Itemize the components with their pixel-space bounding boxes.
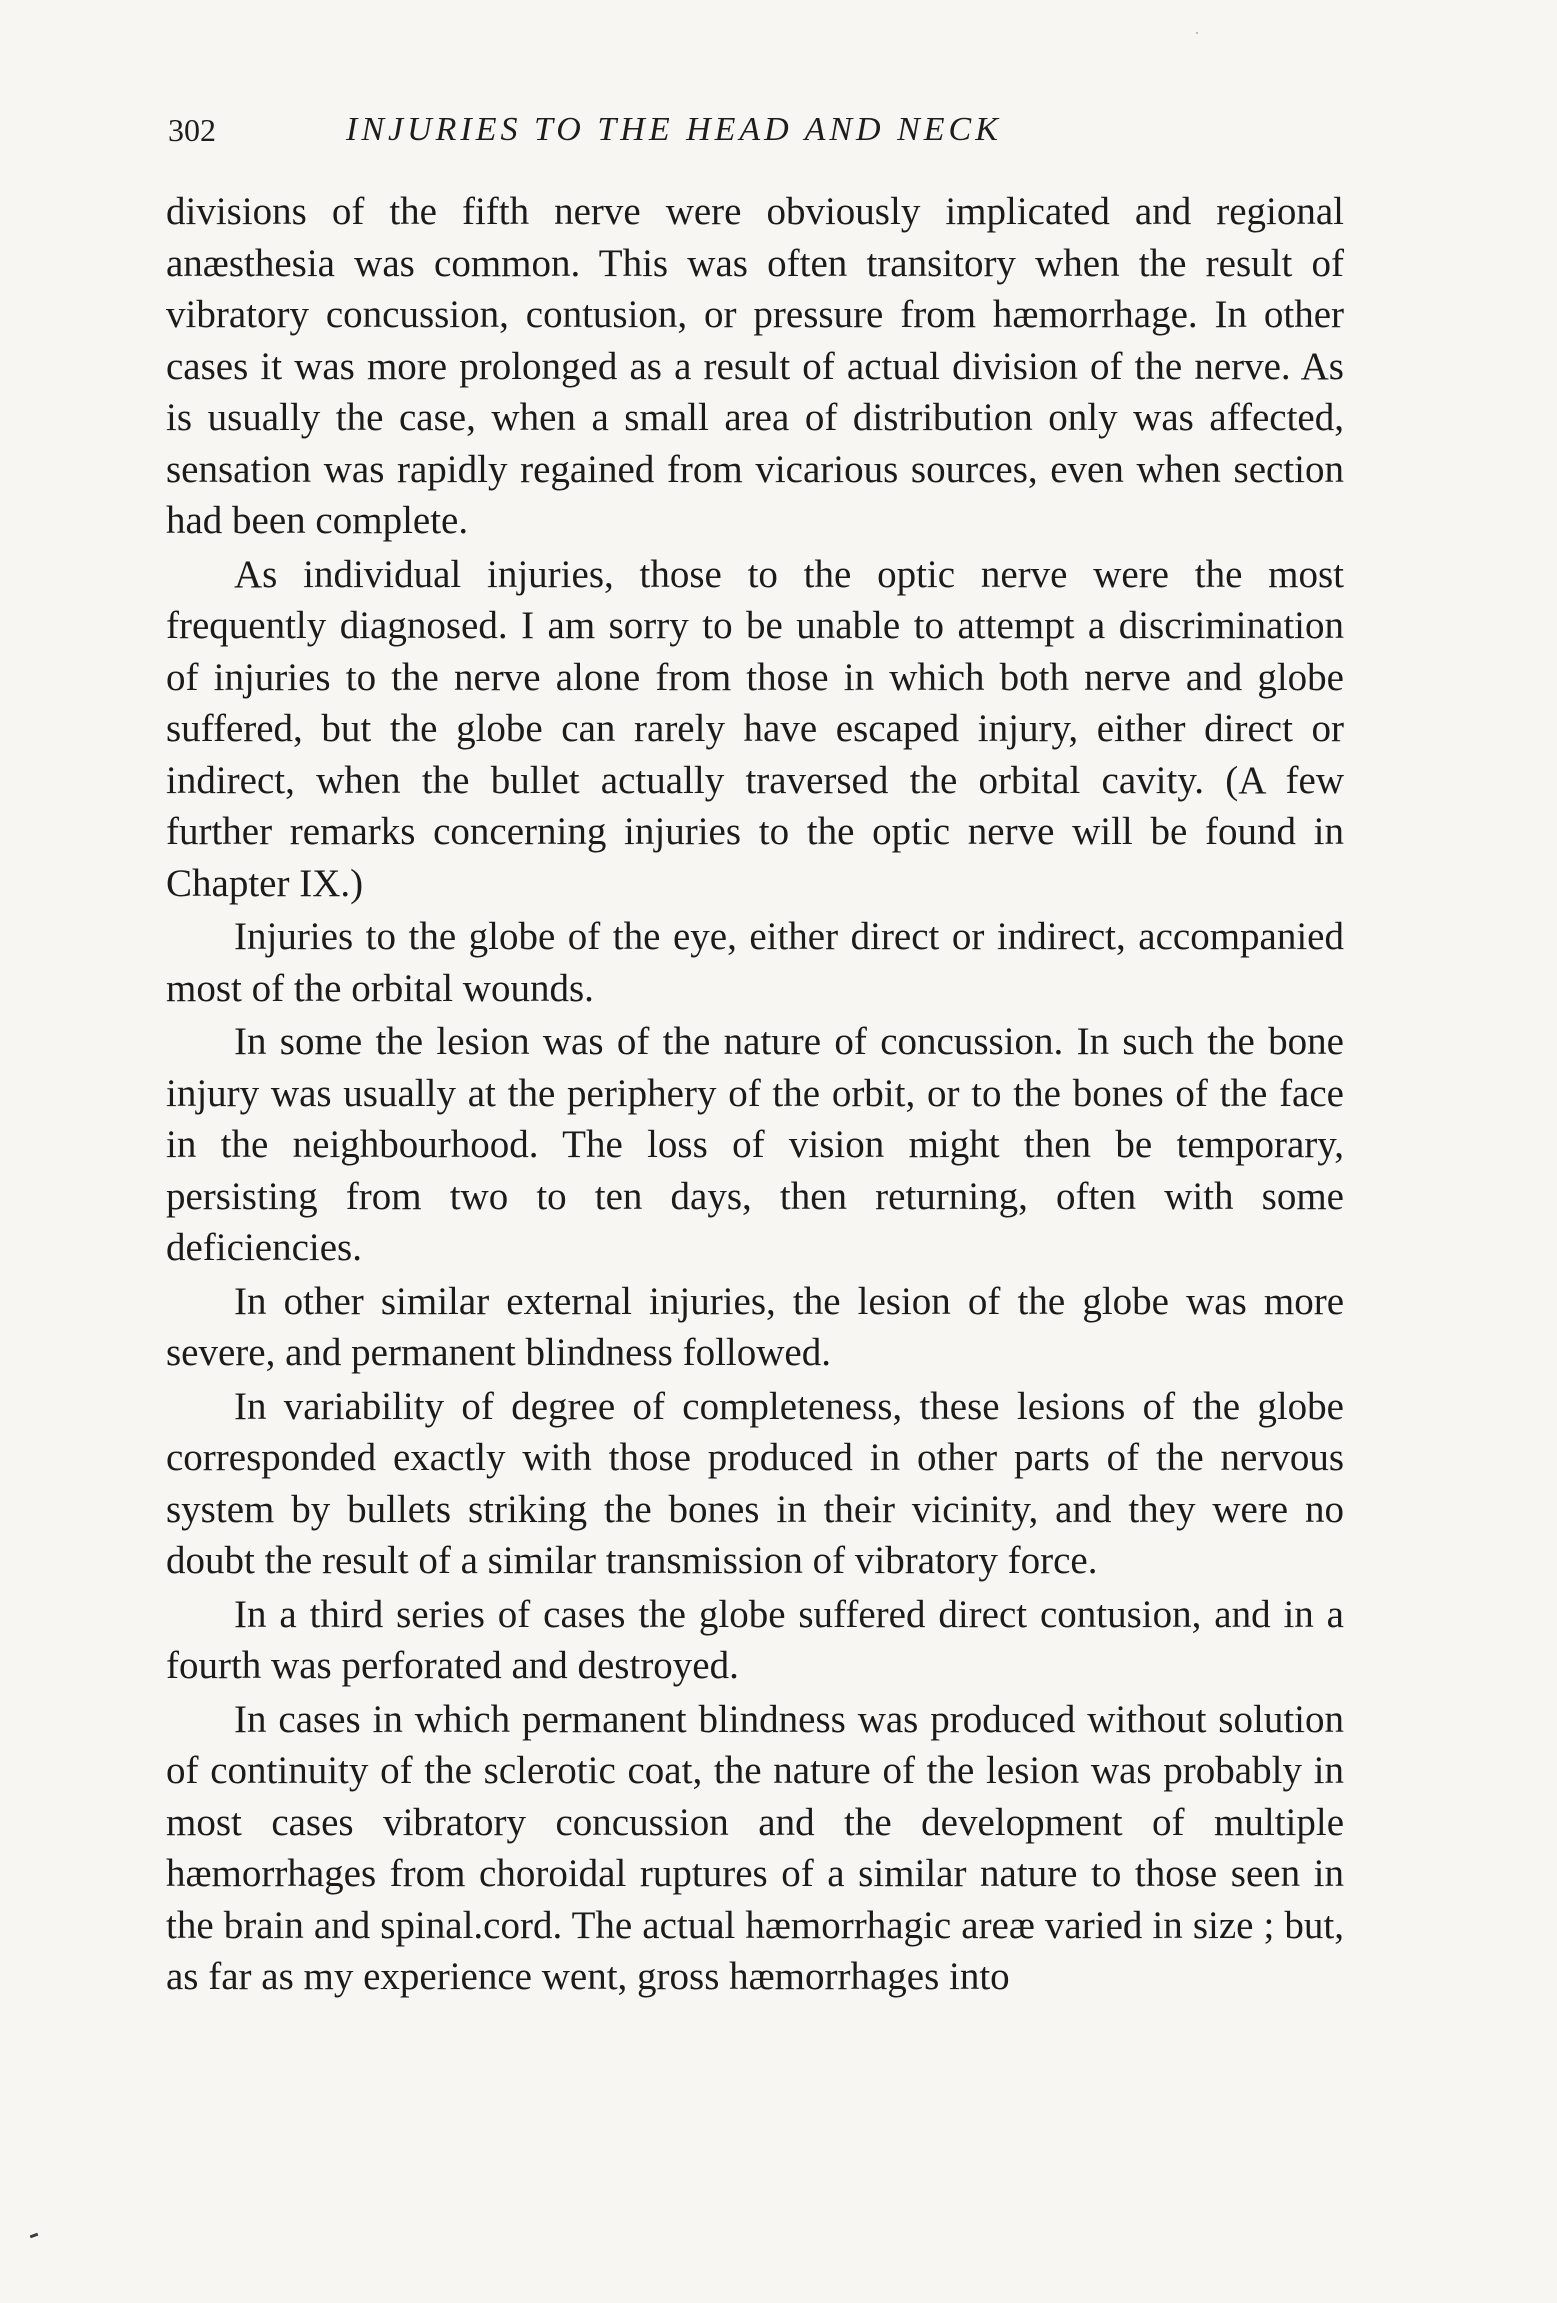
running-header [168, 108, 1338, 152]
paragraph-variability: In variability of degree of completeness, these lesions of the globe corresponded exactly with those produced in other parts of the nervous system by bullets striking the bones in their vicinity, and they were no doubt the result of a similar transmission of vibratory force. [166, 1384, 1344, 1582]
paragraph-concussion: In some the lesion was of the nature of concussion. In such the bone injury was usually at the periphery of the orbit, or to the bones of the face in the neighbourhood. The loss of vision might then be temporary, persisting from two to ten days, then returning, often with some deficiencies. [166, 1020, 1344, 1269]
paragraph-third-series: In a third series of cases the globe suffered direct contusion, and in a fourth was perforated and destroyed. [166, 1592, 1344, 1687]
paragraph-globe-injuries: Injuries to the globe of the eye, either direct or indirect, accompanied most of the orbital wounds. [166, 915, 1344, 1010]
ink-speck [30, 2233, 39, 2239]
page-number: 302 [168, 112, 216, 148]
paper-speck [1196, 32, 1198, 34]
running-title: INJURIES TO THE HEAD AND NECK [346, 111, 1002, 148]
paragraph-sclerotic-coat: In cases in which permanent blindness was produced without solution of continuity of the sclerotic coat, the nature of the lesion was probably in most cases vibratory concussion and the development of multiple hæmorrhages from choroidal ruptures of a similar nature to those seen in the brain and spinal.cord. The actual hæmorrhagic areæ varied in size ; but, as far as my experience went, gross hæmorrhages into [166, 1697, 1344, 1998]
paragraph-fifth-nerve-continuation: divisions of the fifth nerve were obviously implicated and regional anæsthesia was common. This was often transitory when the result of vibratory concussion, contusion, or pressure from hæmorrhage. In other cases it was more prolonged as a result of actual division of the nerve. As is usually the case, when a small area of distribution only was affected, sensation was rapidly regained from vicarious sources, even when section had been complete. [166, 190, 1344, 542]
paragraph-permanent-blindness: In other similar external injuries, the lesion of the globe was more severe, and permanent blindness followed. [166, 1279, 1344, 1374]
paragraph-optic-nerve: As individual injuries, those to the optic nerve were the most frequently diagnosed. I am sorry to be unable to attempt a discrimination of injuries to the nerve alone from those in which both nerve and globe suffered, but the globe can rarely have escaped injury, either direct or indirect, when the bullet actually traversed the orbital cavity. (A few further remarks concerning injuries to the optic nerve will be found in Chapter IX.) [166, 552, 1344, 905]
body-text [166, 186, 1344, 2005]
